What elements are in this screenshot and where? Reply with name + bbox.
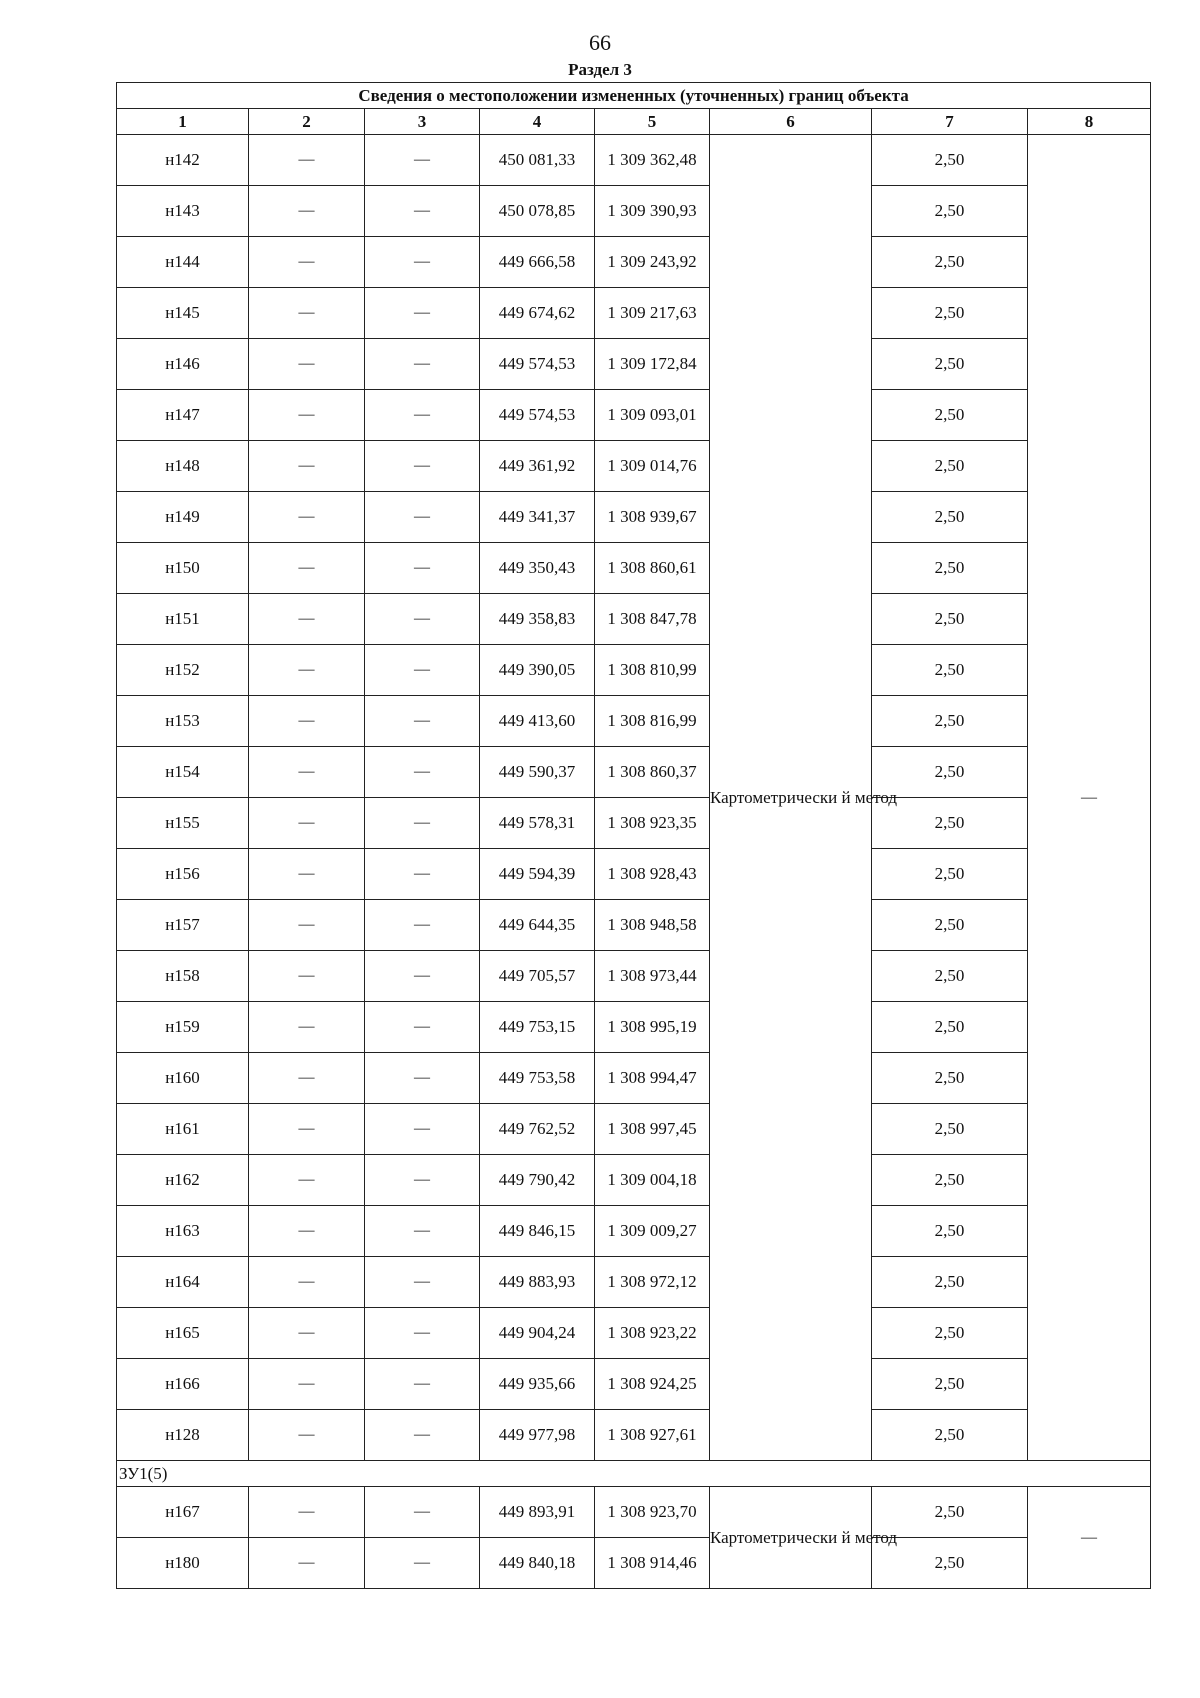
table-row xyxy=(117,237,1151,288)
x-coordinate: 449 893,91 xyxy=(480,1487,595,1538)
table-row xyxy=(117,1308,1151,1359)
col3-value: — xyxy=(365,390,480,441)
col3-value: — xyxy=(365,645,480,696)
table-row xyxy=(117,390,1151,441)
accuracy-value: 2,50 xyxy=(872,594,1028,645)
x-coordinate: 449 574,53 xyxy=(480,339,595,390)
y-coordinate: 1 309 009,27 xyxy=(595,1206,710,1257)
y-coordinate: 1 308 973,44 xyxy=(595,951,710,1002)
col2-value: — xyxy=(249,1104,365,1155)
column-number-row xyxy=(117,109,1151,135)
col2-value: — xyxy=(249,1487,365,1538)
col3-value: — xyxy=(365,1359,480,1410)
x-coordinate: 449 590,37 xyxy=(480,747,595,798)
col3-value: — xyxy=(365,135,480,186)
table-row xyxy=(117,696,1151,747)
x-coordinate: 450 078,85 xyxy=(480,186,595,237)
point-name: н165 xyxy=(117,1308,249,1359)
col2-value: — xyxy=(249,594,365,645)
col3-value: — xyxy=(365,288,480,339)
col3-value: — xyxy=(365,900,480,951)
table-row xyxy=(117,543,1151,594)
point-name: н143 xyxy=(117,186,249,237)
table-row xyxy=(117,1257,1151,1308)
column-number: 3 xyxy=(365,109,480,135)
accuracy-value: 2,50 xyxy=(872,543,1028,594)
table-row xyxy=(117,747,1151,798)
x-coordinate: 449 390,05 xyxy=(480,645,595,696)
col2-value: — xyxy=(249,1308,365,1359)
accuracy-value: 2,50 xyxy=(872,747,1028,798)
method-cell: Картометрически й метод xyxy=(710,1487,872,1589)
x-coordinate: 449 753,58 xyxy=(480,1053,595,1104)
x-coordinate: 449 413,60 xyxy=(480,696,595,747)
col2-value: — xyxy=(249,441,365,492)
x-coordinate: 449 341,37 xyxy=(480,492,595,543)
accuracy-value: 2,50 xyxy=(872,1257,1028,1308)
accuracy-value: 2,50 xyxy=(872,339,1028,390)
col2-value: — xyxy=(249,747,365,798)
x-coordinate: 449 840,18 xyxy=(480,1538,595,1589)
y-coordinate: 1 308 927,61 xyxy=(595,1410,710,1461)
col3-value: — xyxy=(365,1002,480,1053)
table-row xyxy=(117,1002,1151,1053)
table-row xyxy=(117,951,1151,1002)
col3-value: — xyxy=(365,1155,480,1206)
y-coordinate: 1 309 004,18 xyxy=(595,1155,710,1206)
accuracy-value: 2,50 xyxy=(872,1308,1028,1359)
col3-value: — xyxy=(365,1538,480,1589)
table-row xyxy=(117,1487,1151,1538)
col3-value: — xyxy=(365,849,480,900)
point-name: н166 xyxy=(117,1359,249,1410)
accuracy-value: 2,50 xyxy=(872,1155,1028,1206)
col2-value: — xyxy=(249,1002,365,1053)
column-number: 4 xyxy=(480,109,595,135)
group-row xyxy=(117,1461,1151,1487)
y-coordinate: 1 309 093,01 xyxy=(595,390,710,441)
y-coordinate: 1 308 810,99 xyxy=(595,645,710,696)
y-coordinate: 1 308 972,12 xyxy=(595,1257,710,1308)
y-coordinate: 1 308 923,70 xyxy=(595,1487,710,1538)
col3-value: — xyxy=(365,1410,480,1461)
x-coordinate: 449 753,15 xyxy=(480,1002,595,1053)
accuracy-value: 2,50 xyxy=(872,798,1028,849)
y-coordinate: 1 308 923,22 xyxy=(595,1308,710,1359)
table-row xyxy=(117,1053,1151,1104)
x-coordinate: 449 977,98 xyxy=(480,1410,595,1461)
y-coordinate: 1 309 390,93 xyxy=(595,186,710,237)
col2-value: — xyxy=(249,135,365,186)
point-name: н162 xyxy=(117,1155,249,1206)
x-coordinate: 449 644,35 xyxy=(480,900,595,951)
y-coordinate: 1 309 014,76 xyxy=(595,441,710,492)
accuracy-value: 2,50 xyxy=(872,645,1028,696)
point-name: н149 xyxy=(117,492,249,543)
y-coordinate: 1 308 995,19 xyxy=(595,1002,710,1053)
table-row xyxy=(117,1206,1151,1257)
column-number: 5 xyxy=(595,109,710,135)
y-coordinate: 1 308 997,45 xyxy=(595,1104,710,1155)
table-row xyxy=(117,645,1151,696)
x-coordinate: 449 574,53 xyxy=(480,390,595,441)
col3-value: — xyxy=(365,951,480,1002)
y-coordinate: 1 309 362,48 xyxy=(595,135,710,186)
col2-value: — xyxy=(249,1206,365,1257)
accuracy-value: 2,50 xyxy=(872,186,1028,237)
table-row xyxy=(117,1538,1151,1589)
point-name: н159 xyxy=(117,1002,249,1053)
column-number: 1 xyxy=(117,109,249,135)
col3-value: — xyxy=(365,441,480,492)
col2-value: — xyxy=(249,288,365,339)
column-number: 6 xyxy=(710,109,872,135)
section-title: Раздел 3 xyxy=(568,60,632,79)
accuracy-value: 2,50 xyxy=(872,237,1028,288)
col2-value: — xyxy=(249,1155,365,1206)
col2-value: — xyxy=(249,492,365,543)
accuracy-value: 2,50 xyxy=(872,135,1028,186)
point-name: н158 xyxy=(117,951,249,1002)
col2-value: — xyxy=(249,1410,365,1461)
col8-value: — xyxy=(1028,135,1151,1461)
accuracy-value: 2,50 xyxy=(872,951,1028,1002)
x-coordinate: 449 762,52 xyxy=(480,1104,595,1155)
point-name: н154 xyxy=(117,747,249,798)
accuracy-value: 2,50 xyxy=(872,492,1028,543)
col2-value: — xyxy=(249,237,365,288)
col3-value: — xyxy=(365,696,480,747)
point-name: н161 xyxy=(117,1104,249,1155)
point-name: н147 xyxy=(117,390,249,441)
table-row xyxy=(117,186,1151,237)
point-name: н144 xyxy=(117,237,249,288)
point-name: н128 xyxy=(117,1410,249,1461)
y-coordinate: 1 308 816,99 xyxy=(595,696,710,747)
table-row xyxy=(117,1410,1151,1461)
col2-value: — xyxy=(249,798,365,849)
point-name: н152 xyxy=(117,645,249,696)
point-name: н163 xyxy=(117,1206,249,1257)
accuracy-value: 2,50 xyxy=(872,288,1028,339)
col3-value: — xyxy=(365,1104,480,1155)
x-coordinate: 449 904,24 xyxy=(480,1308,595,1359)
col3-value: — xyxy=(365,1206,480,1257)
table-row xyxy=(117,135,1151,186)
accuracy-value: 2,50 xyxy=(872,1104,1028,1155)
group-label: ЗУ1(5) xyxy=(117,1461,1151,1487)
point-name: н151 xyxy=(117,594,249,645)
col2-value: — xyxy=(249,1053,365,1104)
point-name: н142 xyxy=(117,135,249,186)
x-coordinate: 449 935,66 xyxy=(480,1359,595,1410)
boundary-table xyxy=(116,82,1151,1589)
point-name: н180 xyxy=(117,1538,249,1589)
y-coordinate: 1 308 924,25 xyxy=(595,1359,710,1410)
column-number: 7 xyxy=(872,109,1028,135)
point-name: н164 xyxy=(117,1257,249,1308)
col3-value: — xyxy=(365,1487,480,1538)
table-caption: Сведения о местоположении измененных (уточненных) границ объекта xyxy=(117,83,1151,109)
accuracy-value: 2,50 xyxy=(872,696,1028,747)
col2-value: — xyxy=(249,645,365,696)
accuracy-value: 2,50 xyxy=(872,1538,1028,1589)
x-coordinate: 450 081,33 xyxy=(480,135,595,186)
y-coordinate: 1 308 847,78 xyxy=(595,594,710,645)
table-row xyxy=(117,1359,1151,1410)
table-row xyxy=(117,1104,1151,1155)
col3-value: — xyxy=(365,1257,480,1308)
y-coordinate: 1 308 939,67 xyxy=(595,492,710,543)
col2-value: — xyxy=(249,1257,365,1308)
accuracy-value: 2,50 xyxy=(872,1053,1028,1104)
table-row xyxy=(117,339,1151,390)
col2-value: — xyxy=(249,900,365,951)
point-name: н153 xyxy=(117,696,249,747)
col2-value: — xyxy=(249,849,365,900)
table-row xyxy=(117,900,1151,951)
col8-value: — xyxy=(1028,1487,1151,1589)
accuracy-value: 2,50 xyxy=(872,1206,1028,1257)
table-row xyxy=(117,849,1151,900)
y-coordinate: 1 308 860,37 xyxy=(595,747,710,798)
table-row xyxy=(117,1155,1151,1206)
y-coordinate: 1 308 923,35 xyxy=(595,798,710,849)
accuracy-value: 2,50 xyxy=(872,441,1028,492)
accuracy-value: 2,50 xyxy=(872,1487,1028,1538)
table-row xyxy=(117,594,1151,645)
y-coordinate: 1 308 914,46 xyxy=(595,1538,710,1589)
x-coordinate: 449 846,15 xyxy=(480,1206,595,1257)
x-coordinate: 449 361,92 xyxy=(480,441,595,492)
col2-value: — xyxy=(249,1359,365,1410)
accuracy-value: 2,50 xyxy=(872,849,1028,900)
x-coordinate: 449 578,31 xyxy=(480,798,595,849)
point-name: н160 xyxy=(117,1053,249,1104)
accuracy-value: 2,50 xyxy=(872,900,1028,951)
column-number: 2 xyxy=(249,109,365,135)
page-number: 66 xyxy=(589,30,611,55)
y-coordinate: 1 309 172,84 xyxy=(595,339,710,390)
point-name: н167 xyxy=(117,1487,249,1538)
x-coordinate: 449 594,39 xyxy=(480,849,595,900)
table-row xyxy=(117,798,1151,849)
col3-value: — xyxy=(365,492,480,543)
point-name: н145 xyxy=(117,288,249,339)
column-number: 8 xyxy=(1028,109,1151,135)
col3-value: — xyxy=(365,798,480,849)
col3-value: — xyxy=(365,747,480,798)
x-coordinate: 449 674,62 xyxy=(480,288,595,339)
point-name: н155 xyxy=(117,798,249,849)
point-name: н148 xyxy=(117,441,249,492)
y-coordinate: 1 309 243,92 xyxy=(595,237,710,288)
point-name: н150 xyxy=(117,543,249,594)
col3-value: — xyxy=(365,1053,480,1104)
accuracy-value: 2,50 xyxy=(872,1410,1028,1461)
point-name: н157 xyxy=(117,900,249,951)
col3-value: — xyxy=(365,594,480,645)
col2-value: — xyxy=(249,543,365,594)
x-coordinate: 449 358,83 xyxy=(480,594,595,645)
x-coordinate: 449 883,93 xyxy=(480,1257,595,1308)
y-coordinate: 1 308 928,43 xyxy=(595,849,710,900)
col3-value: — xyxy=(365,339,480,390)
point-name: н146 xyxy=(117,339,249,390)
col2-value: — xyxy=(249,186,365,237)
point-name: н156 xyxy=(117,849,249,900)
x-coordinate: 449 666,58 xyxy=(480,237,595,288)
x-coordinate: 449 790,42 xyxy=(480,1155,595,1206)
x-coordinate: 449 705,57 xyxy=(480,951,595,1002)
table-row xyxy=(117,288,1151,339)
table-row xyxy=(117,492,1151,543)
y-coordinate: 1 308 948,58 xyxy=(595,900,710,951)
y-coordinate: 1 308 860,61 xyxy=(595,543,710,594)
x-coordinate: 449 350,43 xyxy=(480,543,595,594)
col3-value: — xyxy=(365,543,480,594)
col2-value: — xyxy=(249,951,365,1002)
accuracy-value: 2,50 xyxy=(872,390,1028,441)
accuracy-value: 2,50 xyxy=(872,1359,1028,1410)
table-row xyxy=(117,441,1151,492)
col2-value: — xyxy=(249,696,365,747)
col2-value: — xyxy=(249,1538,365,1589)
col3-value: — xyxy=(365,237,480,288)
accuracy-value: 2,50 xyxy=(872,1002,1028,1053)
col2-value: — xyxy=(249,390,365,441)
col3-value: — xyxy=(365,186,480,237)
method-cell: Картометрически й метод xyxy=(710,135,872,1461)
y-coordinate: 1 309 217,63 xyxy=(595,288,710,339)
y-coordinate: 1 308 994,47 xyxy=(595,1053,710,1104)
col2-value: — xyxy=(249,339,365,390)
col3-value: — xyxy=(365,1308,480,1359)
